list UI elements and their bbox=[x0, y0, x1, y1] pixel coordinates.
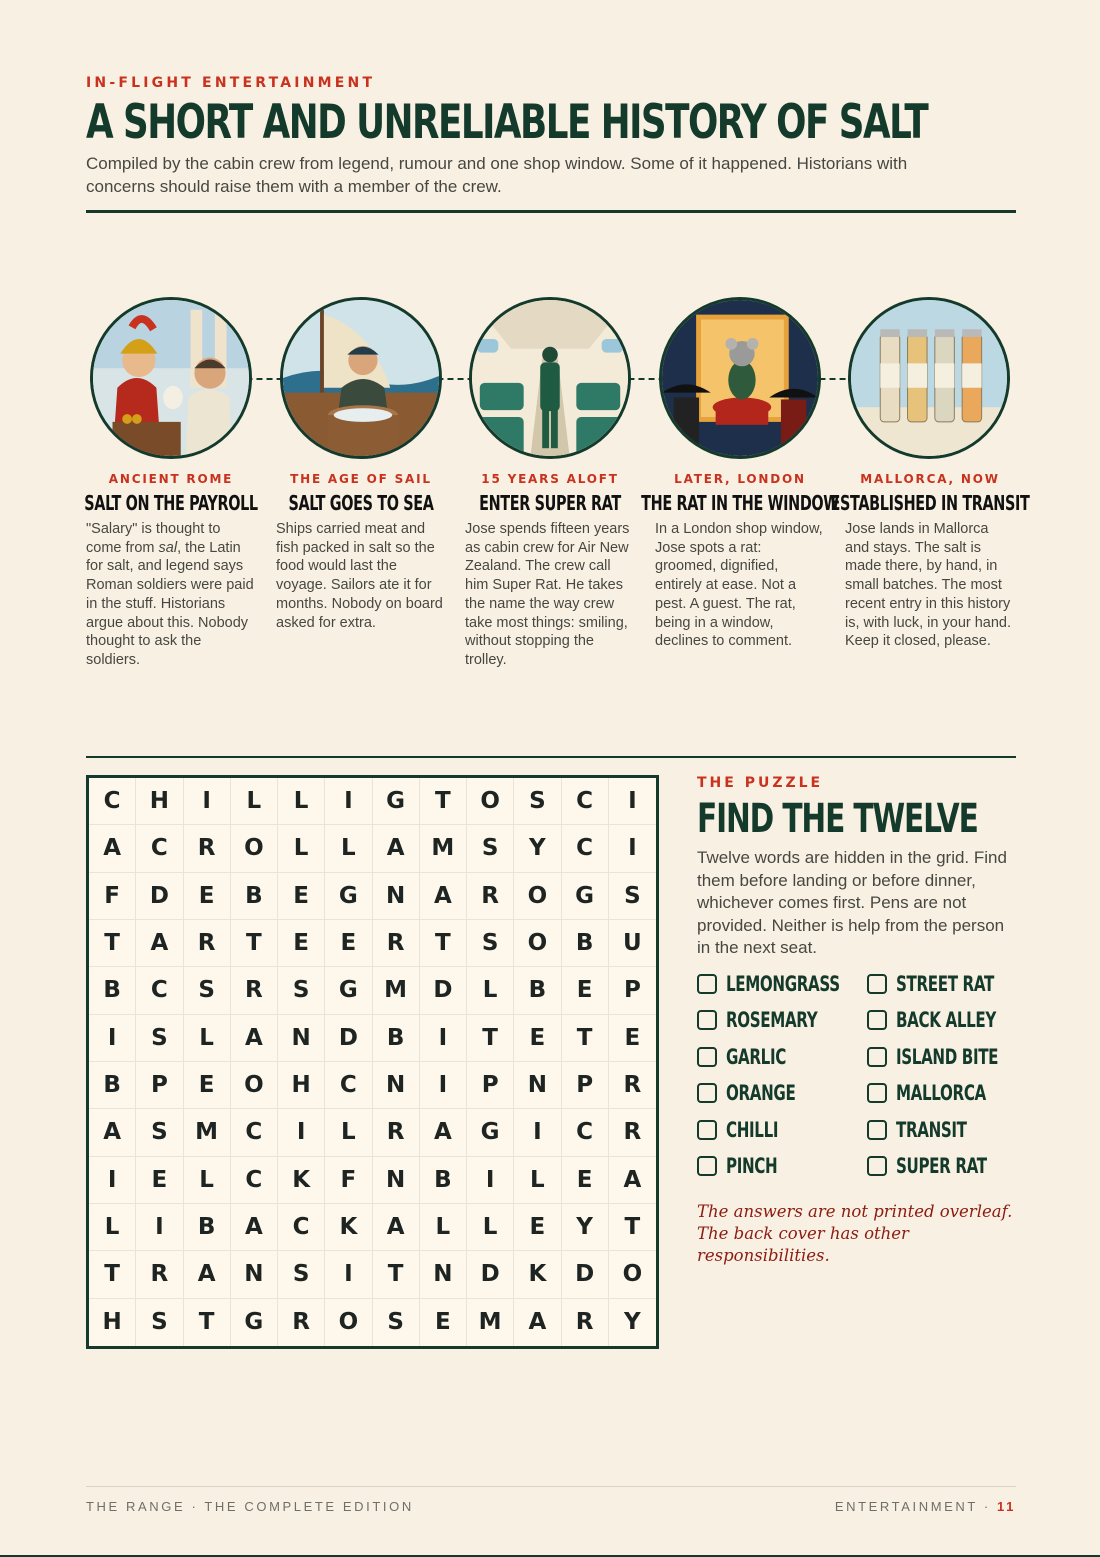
word-item[interactable] bbox=[867, 1118, 1017, 1142]
grid-cell[interactable]: T bbox=[231, 920, 278, 967]
grid-cell[interactable]: A bbox=[609, 1157, 656, 1204]
rat-shop-window-illustration bbox=[659, 297, 821, 459]
grid-cell[interactable]: T bbox=[89, 1251, 136, 1298]
grid-cell[interactable]: I bbox=[420, 1015, 467, 1062]
grid-cell[interactable]: M bbox=[373, 967, 420, 1014]
checkbox[interactable] bbox=[697, 1047, 717, 1067]
word-search-grid[interactable] bbox=[86, 775, 659, 1349]
grid-cell[interactable]: E bbox=[136, 1157, 183, 1204]
header-divider bbox=[86, 210, 1016, 213]
checkbox[interactable] bbox=[867, 1083, 887, 1103]
grid-cell[interactable]: P bbox=[562, 1062, 609, 1109]
stage-body: Jose lands in Mallorca and stays. The salt is made there, by hand, in small batches. The most recent entry in this history is, with luck, in your hand. Keep it closed, please. bbox=[845, 521, 1012, 650]
grid-cell[interactable]: H bbox=[89, 1299, 136, 1346]
grid-cell[interactable]: C bbox=[562, 1109, 609, 1156]
grid-cell[interactable]: S bbox=[609, 873, 656, 920]
word-item[interactable] bbox=[867, 1081, 1017, 1105]
grid-cell[interactable]: E bbox=[278, 873, 325, 920]
grid-cell[interactable]: T bbox=[420, 920, 467, 967]
grid-cell[interactable]: L bbox=[184, 1015, 231, 1062]
grid-cell[interactable]: L bbox=[467, 967, 514, 1014]
grid-cell[interactable]: O bbox=[231, 1062, 278, 1109]
grid-cell[interactable]: Y bbox=[624, 1309, 641, 1336]
section-divider bbox=[86, 756, 1016, 758]
grid-cell[interactable]: G bbox=[562, 873, 609, 920]
grid-cell[interactable]: C bbox=[231, 1157, 278, 1204]
checkbox[interactable] bbox=[697, 1010, 717, 1030]
magazine-page bbox=[84, 0, 1030, 1557]
grid-cell[interactable]: B bbox=[231, 873, 278, 920]
grid-cell[interactable]: I bbox=[136, 1204, 183, 1251]
stage-title: SALT GOES TO SEA bbox=[288, 491, 434, 515]
grid-cell[interactable]: O bbox=[514, 920, 561, 967]
stage-title: ESTABLISHED IN TRANSIT bbox=[830, 491, 1030, 515]
grid-cell[interactable]: O bbox=[514, 873, 561, 920]
grid-cell[interactable]: I bbox=[609, 778, 656, 825]
grid-cell[interactable]: T bbox=[467, 1015, 514, 1062]
grid-cell[interactable]: R bbox=[609, 1062, 656, 1109]
stage-era: MALLORCA, NOW bbox=[860, 472, 1000, 486]
grid-cell[interactable]: I bbox=[89, 1157, 136, 1204]
grid-cell[interactable]: R bbox=[136, 1251, 183, 1298]
grid-cell[interactable]: S bbox=[278, 1251, 325, 1298]
grid-cell[interactable]: N bbox=[231, 1251, 278, 1298]
grid-cell[interactable]: K bbox=[325, 1204, 372, 1251]
word-label: MALLORCA bbox=[896, 1081, 986, 1105]
grid-cell[interactable]: C bbox=[231, 1109, 278, 1156]
grid-cell[interactable]: E bbox=[278, 920, 325, 967]
grid-cell[interactable]: R bbox=[467, 873, 514, 920]
grid-cell[interactable]: G bbox=[325, 873, 372, 920]
checkbox[interactable] bbox=[867, 1120, 887, 1140]
grid-cell[interactable]: Y bbox=[562, 1204, 609, 1251]
checkbox[interactable] bbox=[867, 1047, 887, 1067]
grid-cell[interactable]: A bbox=[184, 1251, 231, 1298]
checkbox[interactable] bbox=[697, 974, 717, 994]
grid-cell[interactable]: P bbox=[609, 967, 656, 1014]
grid-cell[interactable]: I bbox=[609, 825, 656, 872]
grid-cell[interactable]: T bbox=[420, 778, 467, 825]
answers-note: The answers are not printed overleaf. The back cover has other responsibilities. bbox=[697, 1202, 1013, 1265]
timeline-stage-age-of-sail bbox=[276, 472, 446, 632]
grid-cell[interactable]: O bbox=[467, 778, 514, 825]
salt-jars-illustration bbox=[848, 297, 1010, 459]
grid-cell[interactable]: B bbox=[89, 967, 136, 1014]
grid-cell[interactable]: K bbox=[278, 1157, 325, 1204]
grid-cell[interactable]: A bbox=[373, 825, 420, 872]
grid-cell[interactable]: S bbox=[373, 1299, 420, 1346]
grid-cell[interactable]: A bbox=[514, 1299, 561, 1346]
timeline-stage-15-years-aloft bbox=[465, 472, 635, 670]
grid-cell[interactable]: E bbox=[184, 873, 231, 920]
footer-publication: THE RANGE · THE COMPLETE EDITION bbox=[86, 1499, 414, 1514]
grid-cell[interactable]: B bbox=[514, 967, 561, 1014]
grid-cell[interactable]: D bbox=[325, 1015, 372, 1062]
word-label: BACK ALLEY bbox=[896, 1008, 996, 1032]
checkbox[interactable] bbox=[697, 1083, 717, 1103]
grid-cell[interactable]: A bbox=[231, 1015, 278, 1062]
grid-cell[interactable]: R bbox=[373, 920, 420, 967]
grid-cell[interactable]: L bbox=[420, 1204, 467, 1251]
puzzle-panel bbox=[697, 775, 1017, 1267]
grid-cell[interactable]: L bbox=[514, 1157, 561, 1204]
grid-cell[interactable]: A bbox=[420, 1109, 467, 1156]
grid-cell[interactable]: C bbox=[136, 967, 183, 1014]
sailor-salting-fish-illustration bbox=[280, 297, 442, 459]
stage-era: LATER, LONDON bbox=[674, 472, 806, 486]
word-label: PINCH bbox=[726, 1154, 778, 1178]
stage-era: 15 YEARS ALOFT bbox=[481, 472, 619, 486]
grid-cell[interactable]: E bbox=[184, 1062, 231, 1109]
grid-cell[interactable]: B bbox=[373, 1015, 420, 1062]
grid-cell[interactable]: I bbox=[420, 1062, 467, 1109]
word-label: TRANSIT bbox=[896, 1117, 967, 1142]
grid-cell[interactable]: D bbox=[420, 967, 467, 1014]
grid-cell[interactable]: K bbox=[514, 1251, 561, 1298]
grid-cell[interactable]: T bbox=[609, 1204, 656, 1251]
grid-cell[interactable]: R bbox=[184, 920, 231, 967]
grid-cell[interactable]: S bbox=[467, 825, 514, 872]
grid-cell[interactable]: L bbox=[231, 778, 278, 825]
stage-body: "Salary" is thought to come from sal, the Latin for salt, and legend says Roman soldiers were paid in the stuff. Historians argue about this. Nobody thought to ask the soldiers. bbox=[86, 521, 254, 668]
grid-cell[interactable]: R bbox=[609, 1109, 656, 1156]
grid-cell[interactable]: C bbox=[89, 778, 136, 825]
word-list bbox=[697, 972, 1017, 1179]
grid-cell[interactable]: A bbox=[89, 1109, 136, 1156]
grid-cell[interactable]: I bbox=[514, 1109, 561, 1156]
puzzle-eyebrow: THE PUZZLE bbox=[697, 775, 824, 791]
checkbox[interactable] bbox=[867, 1156, 887, 1176]
grid-cell[interactable]: L bbox=[325, 825, 372, 872]
grid-cell[interactable]: N bbox=[514, 1062, 561, 1109]
grid-cell[interactable]: G bbox=[467, 1109, 514, 1156]
word-label: ISLAND BITE bbox=[896, 1044, 999, 1069]
grid-cell[interactable]: G bbox=[373, 778, 420, 825]
grid-cell[interactable]: I bbox=[325, 778, 372, 825]
grid-cell[interactable]: F bbox=[89, 873, 136, 920]
grid-cell[interactable]: B bbox=[562, 920, 609, 967]
grid-cell[interactable]: N bbox=[373, 1062, 420, 1109]
page-number: 11 bbox=[997, 1499, 1016, 1514]
grid-cell[interactable]: I bbox=[89, 1015, 136, 1062]
grid-cell[interactable]: T bbox=[89, 920, 136, 967]
word-item[interactable] bbox=[697, 1118, 867, 1142]
grid-cell[interactable]: E bbox=[325, 920, 372, 967]
grid-cell[interactable]: H bbox=[278, 1062, 325, 1109]
timeline-stage-later-london bbox=[641, 472, 839, 651]
grid-cell[interactable]: D bbox=[562, 1251, 609, 1298]
grid-cell[interactable]: C bbox=[325, 1062, 372, 1109]
grid-cell[interactable]: D bbox=[467, 1251, 514, 1298]
footer-section-label: ENTERTAINMENT · bbox=[834, 1499, 998, 1514]
grid-cell[interactable]: I bbox=[325, 1251, 372, 1298]
page-title: A SHORT AND UNRELIABLE HISTORY OF SALT bbox=[86, 95, 928, 150]
grid-cell[interactable]: B bbox=[89, 1062, 136, 1109]
grid-cell[interactable]: H bbox=[136, 778, 183, 825]
puzzle-title: FIND THE TWELVE bbox=[697, 796, 978, 842]
grid-cell[interactable]: M bbox=[467, 1299, 514, 1346]
grid-cell[interactable]: D bbox=[136, 873, 183, 920]
word-item[interactable] bbox=[697, 1154, 867, 1178]
grid-cell[interactable]: S bbox=[514, 778, 561, 825]
grid-cell[interactable]: E bbox=[609, 1015, 656, 1062]
roman-soldier-trade-illustration bbox=[90, 297, 252, 459]
checkbox[interactable] bbox=[867, 974, 887, 994]
grid-cell[interactable]: C bbox=[136, 825, 183, 872]
cabin-aisle-illustration bbox=[469, 297, 631, 459]
word-item[interactable] bbox=[867, 1008, 1017, 1032]
grid-cell[interactable]: R bbox=[184, 825, 231, 872]
word-item[interactable] bbox=[867, 972, 1017, 996]
word-label: ROSEMARY bbox=[726, 1008, 818, 1032]
grid-cell[interactable]: C bbox=[562, 825, 609, 872]
grid-cell[interactable]: A bbox=[89, 825, 136, 872]
word-label: SUPER RAT bbox=[896, 1154, 987, 1178]
stage-title: SALT ON THE PAYROLL bbox=[84, 491, 258, 515]
timeline-stage-mallorca-now bbox=[830, 472, 1030, 651]
grid-cell[interactable]: S bbox=[467, 920, 514, 967]
grid-cell[interactable]: C bbox=[278, 1204, 325, 1251]
grid-cell[interactable]: G bbox=[325, 967, 372, 1014]
grid-cell[interactable]: B bbox=[184, 1204, 231, 1251]
grid-cell[interactable]: P bbox=[136, 1062, 183, 1109]
grid-cell[interactable]: R bbox=[231, 967, 278, 1014]
grid-cell[interactable]: G bbox=[231, 1299, 278, 1346]
stage-body: In a London shop window, Jose spots a rat: groomed, dignified, entirely at ease. Not a pest. A guest. The rat, being in a window, declines to comment. bbox=[655, 521, 823, 650]
grid-cell[interactable]: N bbox=[420, 1251, 467, 1298]
word-label: ORANGE bbox=[726, 1081, 796, 1105]
grid-cell[interactable]: R bbox=[278, 1299, 325, 1346]
grid-cell[interactable]: M bbox=[420, 825, 467, 872]
grid-cell[interactable]: O bbox=[325, 1299, 372, 1346]
grid-cell[interactable]: L bbox=[89, 1204, 136, 1251]
grid-cell[interactable]: E bbox=[514, 1204, 561, 1251]
grid-cell[interactable]: M bbox=[184, 1109, 231, 1156]
grid-cell[interactable]: O bbox=[609, 1251, 656, 1298]
grid-cell[interactable]: S bbox=[278, 967, 325, 1014]
grid-cell[interactable]: F bbox=[325, 1157, 372, 1204]
footer-section bbox=[835, 1499, 1016, 1514]
grid-cell[interactable]: S bbox=[136, 1015, 183, 1062]
grid-cell[interactable]: Y bbox=[514, 825, 561, 872]
grid-cell[interactable]: L bbox=[278, 778, 325, 825]
grid-cell[interactable]: E bbox=[562, 967, 609, 1014]
grid-cell[interactable]: S bbox=[136, 1109, 183, 1156]
grid-cell[interactable]: N bbox=[373, 1157, 420, 1204]
grid-cell[interactable]: U bbox=[609, 920, 656, 967]
word-item[interactable] bbox=[867, 1045, 1017, 1069]
puzzle-instructions: Twelve words are hidden in the grid. Find them before landing or before dinner, whichever comes first. Pens are not provided. Neither is help from the person in the next seat. bbox=[697, 848, 1007, 957]
timeline-stage-ancient-rome bbox=[86, 472, 256, 670]
grid-cell[interactable]: I bbox=[184, 778, 231, 825]
grid-cell[interactable]: N bbox=[373, 873, 420, 920]
word-label: STREET RAT bbox=[896, 971, 994, 996]
grid-cell[interactable]: T bbox=[184, 1299, 231, 1346]
grid-cell[interactable]: A bbox=[373, 1204, 420, 1251]
intro-text: Compiled by the cabin crew from legend, rumour and one shop window. Some of it happened. Historians with concerns should raise them with a member of the crew. bbox=[86, 154, 908, 196]
stage-body: Ships carried meat and fish packed in salt so the food would last the voyage. Sailors ate it for months. Nobody on board asked for extra. bbox=[276, 521, 443, 631]
stage-body: Jose spends fifteen years as cabin crew for Air New Zealand. The crew call him Super Rat. He takes the name the way crew take most things: smiling, without stopping the trolley. bbox=[465, 521, 630, 668]
stage-era: ANCIENT ROME bbox=[108, 472, 234, 486]
grid-cell[interactable]: A bbox=[231, 1204, 278, 1251]
grid-cell[interactable]: S bbox=[136, 1299, 183, 1346]
stage-title: ENTER SUPER RAT bbox=[479, 491, 621, 515]
grid-cell[interactable]: L bbox=[278, 825, 325, 872]
checkbox[interactable] bbox=[867, 1010, 887, 1030]
grid-cell[interactable]: I bbox=[467, 1157, 514, 1204]
grid-cell[interactable]: L bbox=[184, 1157, 231, 1204]
grid-cell[interactable]: A bbox=[420, 873, 467, 920]
grid-cell[interactable]: R bbox=[562, 1299, 609, 1346]
grid-cell[interactable]: T bbox=[373, 1251, 420, 1298]
section-eyebrow: IN-FLIGHT ENTERTAINMENT bbox=[86, 75, 376, 91]
grid-cell[interactable]: O bbox=[231, 825, 278, 872]
word-label: LEMONGRASS bbox=[726, 971, 840, 996]
grid-cell[interactable]: T bbox=[562, 1015, 609, 1062]
grid-cell[interactable]: N bbox=[278, 1015, 325, 1062]
word-item[interactable] bbox=[697, 1008, 867, 1032]
word-label: CHILLI bbox=[726, 1117, 779, 1142]
stage-title: THE RAT IN THE WINDOW bbox=[641, 491, 839, 515]
grid-cell[interactable]: L bbox=[467, 1204, 514, 1251]
word-label: GARLIC bbox=[726, 1044, 786, 1069]
footer-divider bbox=[86, 1486, 1016, 1487]
grid-cell[interactable]: E bbox=[562, 1157, 609, 1204]
stage-era: THE AGE OF SAIL bbox=[290, 472, 432, 486]
grid-cell[interactable]: P bbox=[467, 1062, 514, 1109]
word-item[interactable] bbox=[697, 1081, 867, 1105]
grid-cell[interactable]: R bbox=[373, 1109, 420, 1156]
word-item[interactable] bbox=[697, 972, 867, 996]
checkbox[interactable] bbox=[697, 1156, 717, 1176]
word-item[interactable] bbox=[867, 1154, 1017, 1178]
grid-cell[interactable]: A bbox=[136, 920, 183, 967]
grid-cell[interactable]: S bbox=[184, 967, 231, 1014]
word-item[interactable] bbox=[697, 1045, 867, 1069]
checkbox[interactable] bbox=[697, 1120, 717, 1140]
grid-cell[interactable]: C bbox=[562, 778, 609, 825]
grid-cell[interactable]: L bbox=[325, 1109, 372, 1156]
grid-cell[interactable]: E bbox=[514, 1015, 561, 1062]
grid-cell[interactable]: E bbox=[420, 1299, 467, 1346]
grid-cell[interactable]: B bbox=[420, 1157, 467, 1204]
grid-cell[interactable]: I bbox=[278, 1109, 325, 1156]
